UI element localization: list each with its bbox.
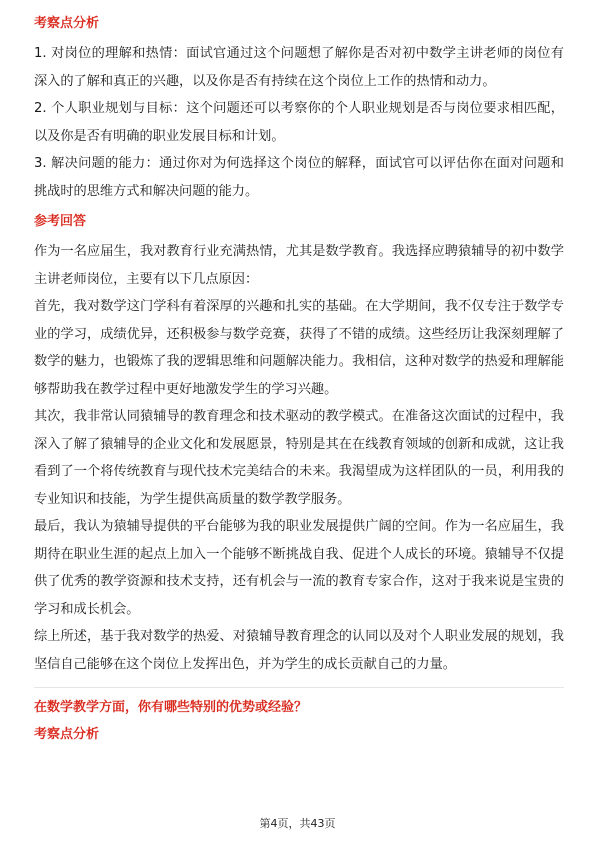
page-number-footer: 第4页，共43页	[259, 817, 336, 830]
section-divider	[34, 687, 564, 688]
answer-paragraph-second: 其次，我非常认同猿辅导的教育理念和技术驱动的教学模式。在准备这次面试的过程中，我深入了解了猿辅导的企业文化和发展愿景，特别是其在在线教育领域的创新和成就，这让我看到了一个将传统教育与现代技术完美结合的未来。我渴望成为这样团队的一员，利用我的专业知识和技能，为学生提供高质量的数学教学服务。	[34, 409, 564, 507]
analysis-point-2: 2. 个人职业规划与目标：这个问题还可以考察你的个人职业规划是否与岗位要求相匹配，以及你是否有明确的职业发展目标和计划。	[34, 101, 564, 144]
answer-paragraph-intro: 作为一名应届生，我对教育行业充满热情，尤其是数学教育。我选择应聘猿辅导的初中数学主讲老师岗位，主要有以下几点原因：	[34, 244, 564, 287]
section-heading-analysis-next: 考察点分析	[34, 727, 100, 742]
answer-paragraph-first: 首先，我对数学这门学科有着深厚的兴趣和扎实的基础。在大学期间，我不仅专注于数学专业的学习，成绩优异，还积极参与数学竞赛，获得了不错的成绩。这些经历让我深刻理解了数学的魅力，也锻炼了我的逻辑思维和问题解决能力。我相信，这种对数学的热爱和理解能够帮助我在教学过程中更好地激发学生的学习兴趣。	[34, 299, 564, 397]
section-heading-answer: 参考回答	[34, 214, 87, 229]
answer-paragraph-summary: 综上所述，基于我对数学的热爱、对猿辅导教育理念的认同以及对个人职业发展的规划，我坚信自己能够在这个岗位上发挥出色，并为学生的成长贡献自己的力量。	[34, 629, 564, 672]
answer-paragraph-last: 最后，我认为猿辅导提供的平台能够为我的职业发展提供广阔的空间。作为一名应届生，我期待在职业生涯的起点上加入一个能够不断挑战自我、促进个人成长的环境。猿辅导不仅提供了优秀的教学资源和技术支持，还有机会与一流的教育专家合作，这对于我来说是宝贵的学习和成长机会。	[34, 519, 564, 617]
section-heading-analysis: 考察点分析	[34, 16, 100, 31]
analysis-point-1: 1. 对岗位的理解和热情：面试官通过这个问题想了解你是否对初中数学主讲老师的岗位有深入的了解和真正的兴趣，以及你是否有持续在这个岗位上工作的热情和动力。	[34, 46, 564, 89]
next-question-title: 在数学教学方面，你有哪些特别的优势或经验？	[34, 700, 308, 715]
page-content	[34, 14, 564, 751]
analysis-point-3: 3. 解决问题的能力：通过你对为何选择这个岗位的解释，面试官可以评估你在面对问题和挑战时的思维方式和解决问题的能力。	[34, 156, 564, 199]
